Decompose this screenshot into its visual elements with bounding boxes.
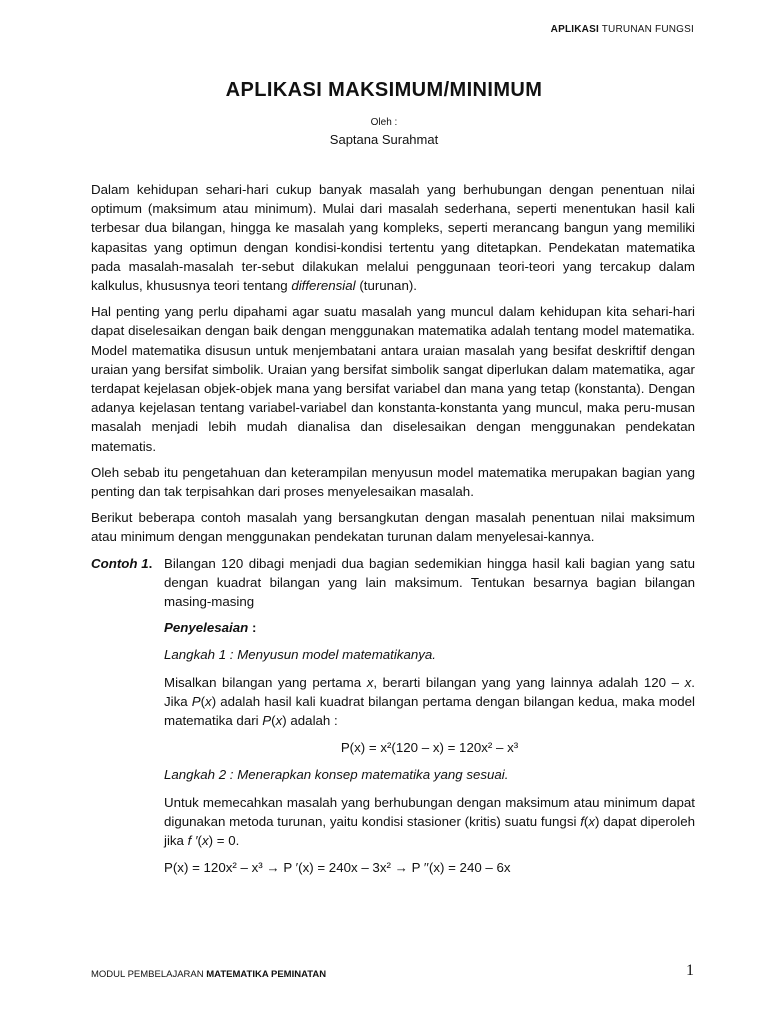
step-1-e: ) adalah hasil kali kuadrat bilangan pertama dengan bilangan kedua, maka model matematika dari (164, 693, 695, 729)
solution-block (164, 618, 695, 877)
var-x: x (366, 674, 374, 690)
var-f-prime: f ′ (187, 833, 198, 849)
step-1-b: , berarti bilangan yang yang lainnya adalah 120 – (373, 674, 685, 690)
step-2-a: Untuk memecahkan masalah yang berhubungan dengan maksimum atau minimum dapat digunakan metoda turunan, yaitu kondisi stasioner (kritis) suatu fungsi (164, 794, 695, 829)
step-2-paragraph (164, 793, 695, 851)
byline: Oleh : (370, 117, 398, 128)
formula-model: P(x) = x²(120 – x) = 120x² – x³ (340, 740, 519, 756)
running-footer (91, 969, 326, 980)
emphasis-differensial: differensial (291, 278, 356, 294)
footer-regular: MODUL PEMBELAJARAN (91, 969, 207, 980)
solution-heading (164, 618, 695, 637)
page-title: APLIKASI MAKSIMUM/MINIMUM (225, 79, 543, 101)
step-2-c: ) dapat diperoleh jika (164, 813, 695, 849)
paragraph-examples-intro: Berikut beberapa contoh masalah yang bersangkutan dengan masalah penentuan nilai maksimum atau minimum dengan menggunakan pendekatan turunan dalam menyelesai-kannya. (91, 510, 695, 545)
solution-label: Penyelesaian (164, 620, 249, 636)
step-2-text: : Menerapkan konsep matematika yang sesuai. (226, 767, 509, 783)
running-header (551, 24, 694, 35)
step-1-f: ( (271, 713, 276, 729)
paragraph-intro (91, 180, 695, 295)
formula-derivatives: P(x) = 120x² – x³ → P ′(x) = 240x – 3x² → P ′′(x) = 240 – 6x (164, 860, 511, 876)
step-1-heading (164, 645, 695, 664)
solution-colon: : (248, 620, 257, 636)
example-problem: Bilangan 120 dibagi menjadi dua bagian sedemikian hingga hasil kali bagian yang satu dengan kuadrat bilangan yang lain maksimum. Tentukan besarnya bagian bilangan masing-masing (164, 555, 695, 610)
paragraph-model: Hal penting yang perlu dipahami agar suatu masalah yang muncul dalam kehidupan kita sehari-hari dapat diselesaikan dengan baik dengan menggunakan matematika adalah tentang model matematika. Model matematika disusun untuk menjembatani antara uraian masalah yang besifat deskriftif dengan uraian yang bersifat simbolik. Uraian yang bersifat simbolik sangat diperlukan dalam matematika, agar terdapat kejelasan objek-objek mana yang bersifat variabel dan mana yang tetap (konstanta). Dengan adanya kejelasan tentang variabel-variabel dan konstanta-konstanta yang muncul, maka peru-musan masalah menjadi lebih mudah dianalisa dan diselesaikan dengan menggunakan pendekatan matematis. (91, 304, 695, 454)
document-body (91, 180, 695, 886)
var-f: f (580, 813, 584, 829)
author-name: Saptana Surahmat (329, 132, 439, 147)
step-1-c: . Jika (164, 674, 695, 709)
step-1-d: ( (200, 693, 206, 709)
var-x: x (684, 674, 692, 690)
var-x: x (201, 833, 209, 849)
page-number: 1 (686, 962, 694, 979)
step-1-a: Misalkan bilangan yang pertama (164, 674, 367, 690)
example-label-text: Contoh 1 (91, 555, 149, 571)
step-2-e: ) = 0. (208, 833, 240, 849)
example-label (91, 554, 164, 612)
step-1-label: Langkah 1 (164, 647, 227, 663)
var-p: P (262, 713, 272, 729)
step-1-text: : Menyusun model matematikanya. (226, 647, 437, 663)
paragraph-intro-end: (turunan). (355, 278, 417, 294)
header-bold: APLIKASI (550, 24, 599, 35)
step-2-heading (164, 765, 695, 784)
var-x: x (588, 813, 595, 829)
header-rest: TURUNAN FUNGSI (598, 24, 694, 35)
step-2-d: ( (197, 833, 202, 849)
var-x: x (205, 693, 212, 709)
paragraph-skills: Oleh sebab itu pengetahuan dan keterampilan menyusun model matematika merupakan bagian yang penting dan tak terpisahkan dari proses menyelesaikan masalah. (91, 464, 695, 500)
example-1 (91, 554, 695, 612)
paragraph-intro-text: Dalam kehidupan sehari-hari cukup banyak masalah yang berhubungan dengan penentuan nilai optimum (maksimum atau minimum). Mulai dari masalah sederhana, seperti menentukan hasil kali terbesar dua bilangan, hingga ke masalah yang kompleks, seperti merancang bangun yang memiliki kapasitas yang optimun dengan kondisi-kondisi tertentu yang ditetapkan. Pendekatan matematika pada masalah-masalah ter-sebut dilakukan melalui penggunaan teori-teori yang tercakup dalam kalkulus, khususnya teori tentang (91, 182, 695, 294)
var-p: P (191, 693, 201, 709)
step-1-paragraph (164, 673, 695, 731)
example-label-suffix: . (148, 555, 153, 571)
step-2-b: ( (583, 813, 589, 829)
step-2-label: Langkah 2 (164, 767, 227, 783)
var-x: x (275, 713, 283, 729)
step-1-g: ) adalah : (282, 713, 338, 729)
footer-bold: MATEMATIKA PEMINATAN (206, 969, 327, 980)
